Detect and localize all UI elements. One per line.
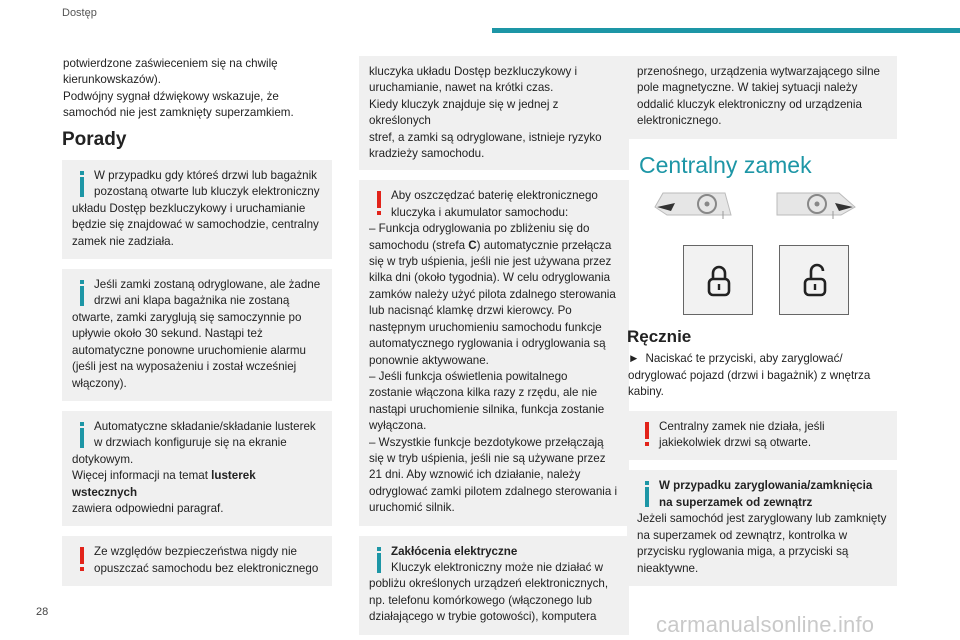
unlock-button[interactable] bbox=[779, 245, 849, 315]
text-line: zamków należy użyć pilota zdalnego sterowania bbox=[369, 287, 616, 301]
link-mirrors: lusterek wstecznych bbox=[72, 469, 256, 499]
info-box-interference-continued bbox=[627, 56, 897, 139]
warning-box-battery bbox=[359, 180, 629, 525]
text-line: kierunkowskazów). bbox=[63, 73, 161, 87]
text-line: przenośnego, urządzenia wytwarzającego silne bbox=[637, 65, 880, 78]
text-line: odryglować zamki pilotem zdalnego sterowania i bbox=[369, 484, 618, 498]
text-line: Jeśli zamki zostaną odryglowane, ale żadne bbox=[94, 278, 321, 292]
warning-icon bbox=[76, 547, 94, 577]
text-line: jakiekolwiek drzwi są otwarte. bbox=[659, 436, 812, 450]
section-title: Dostęp bbox=[62, 7, 97, 19]
lock-closed-icon bbox=[684, 246, 754, 316]
warning-icon bbox=[373, 191, 391, 221]
text-line: Centralny zamek nie działa, jeśli bbox=[659, 419, 825, 433]
text-line: elektronicznego. bbox=[637, 114, 722, 128]
arrow-icon: ► bbox=[628, 352, 640, 366]
text-line: kradzieży samochodu. bbox=[369, 147, 485, 161]
text-line: odryglować pojazd (drzwi i bagażnik) z wnętrza bbox=[628, 368, 871, 382]
text-block: otwarte, zamki zaryglują się samoczynnie po upływie około 30 sekund. Nastąpi też automatyczne ponowne uruchomienie alarmu (jeśli jest na wyposażeniu i został wcześniej włączony). bbox=[72, 310, 306, 390]
text-line: oddalić kluczyk elektroniczny od urządzenia bbox=[637, 97, 862, 111]
column-1 bbox=[62, 56, 332, 596]
warning-icon bbox=[641, 422, 659, 452]
text-line: Ze względów bezpieczeństwa nigdy nie bbox=[94, 545, 298, 559]
text-line: nieaktywne. bbox=[637, 561, 699, 575]
text-line: pole magnetyczne. W takiej sytuacji należy bbox=[637, 81, 858, 95]
info-icon bbox=[641, 481, 659, 511]
text-line: kluczyka układu Dostęp bezkluczykowy i bbox=[369, 65, 578, 78]
warning-box-key bbox=[62, 536, 332, 586]
intro-paragraph bbox=[62, 56, 332, 122]
text-fragment: Naciskać te przyciski, aby zaryglować/ bbox=[645, 352, 843, 366]
info-icon bbox=[76, 171, 94, 201]
info-box-autolock bbox=[62, 269, 332, 401]
text-fragment: ) automatycznie przełącza bbox=[476, 238, 612, 252]
text-line: W przypadku gdy któreś drzwi lub bagażnik bbox=[94, 169, 317, 183]
text-line: – Funkcja odryglowania po zbliżeniu się do bbox=[369, 222, 590, 236]
text-line: w drzwiach konfiguruje się na ekranie bbox=[94, 436, 287, 450]
warning-box-key-continued bbox=[359, 56, 629, 170]
text-line: Automatyczne składanie/składanie lusterek bbox=[94, 419, 316, 433]
text-line: automatycznego ryglowania i odryglowania są bbox=[369, 337, 606, 351]
text-line: pobliżu określonych urządzeń elektronicznych, bbox=[369, 577, 609, 591]
text-line: działającego w trybie gotowości), komputera bbox=[369, 610, 597, 624]
text-line: Podwójny sygnał dźwiękowy wskazuje, że bbox=[63, 89, 279, 103]
text-fragment: samochodu (strefa bbox=[369, 238, 469, 252]
text-line: Jeżeli samochód jest zaryglowany lub zamknięty bbox=[637, 512, 887, 526]
text-line: Kluczyk elektroniczny może nie działać w bbox=[391, 560, 603, 574]
text-line: zawiera odpowiedni paragraf. bbox=[72, 501, 224, 515]
manual-instruction bbox=[627, 351, 897, 400]
column-2 bbox=[359, 56, 629, 640]
text-line: kilka dni (około tygodnia). W celu odryglowania bbox=[369, 271, 611, 285]
text-line: drzwi ani klapa bagażnika nie zostaną bbox=[94, 294, 290, 308]
heading-central-lock: Centralny zamek bbox=[639, 151, 812, 178]
page-number: 28 bbox=[36, 606, 49, 618]
text-line: np. telefonu komórkowego (włączonego lub bbox=[369, 593, 592, 607]
text-line: 21 dni. Aby wznowić ich działanie, należy bbox=[369, 468, 581, 482]
text-line: dotykowym. bbox=[72, 452, 134, 466]
text-line: – Wszystkie funkcje bezdotykowe przełączają bbox=[369, 435, 604, 449]
text-line: na superzamek od zewnątrz, kontrolka w bbox=[637, 528, 848, 542]
text-line: kabiny. bbox=[628, 385, 664, 399]
lock-button[interactable] bbox=[683, 245, 753, 315]
lock-open-icon bbox=[780, 246, 850, 316]
central-lock-illustration bbox=[627, 189, 897, 319]
warning-box-doors-open bbox=[627, 411, 897, 461]
text-line: Kiedy kluczyk znajduje się w jednej z określonych bbox=[369, 97, 559, 128]
text-line: wyłączona. bbox=[369, 419, 427, 433]
info-icon bbox=[76, 422, 94, 452]
text-line: pozostaną otwarte lub kluczyk elektroniczny bbox=[94, 185, 320, 199]
text-line: się w tryb uśpienia, jeśli nie są używane przez bbox=[369, 451, 606, 465]
text-line: uruchomić silnik. bbox=[369, 501, 455, 515]
text-line: nastąpi uruchomienie silnika, funkcja zostanie bbox=[369, 402, 605, 416]
text-line: stref, a zamki są odryglowane, istnieje ryzyko bbox=[369, 130, 602, 144]
text-line: ponownie aktywowane. bbox=[369, 353, 489, 367]
text-line: uruchamianie, nawet na krótki czas. bbox=[369, 81, 554, 95]
column-3 bbox=[627, 56, 897, 596]
text-line: lub nacisnąć klamkę drzwi kierowcy. Po bbox=[369, 304, 572, 318]
box-title: na superzamek od zewnątrz bbox=[659, 495, 813, 509]
text-line: Aby oszczędzać baterię elektronicznego bbox=[391, 189, 598, 203]
info-icon bbox=[373, 547, 391, 577]
text-line: kluczyka i akumulator samochodu: bbox=[391, 205, 569, 219]
text-block: układu Dostęp bezkluczykowy i uruchamianie będzie się znajdować w samochodzie, centralny zamek nie zadziała. bbox=[72, 201, 319, 248]
info-box-interference bbox=[359, 536, 629, 635]
text-line: przycisku ryglowania miga, a przyciski są bbox=[637, 545, 849, 559]
text-line: się w tryb uśpienia, jeśli nie jest używana przez bbox=[369, 255, 612, 269]
info-box-mirrors bbox=[62, 411, 332, 526]
info-box-external-lock bbox=[627, 470, 897, 585]
text-line: opuszczać samochodu bez elektronicznego bbox=[94, 561, 319, 575]
text-line: potwierdzone zaświeceniem się na chwilę bbox=[63, 57, 278, 70]
text-line: samochód nie jest zamknięty superzamkiem. bbox=[63, 106, 294, 120]
text-line: zostanie włączona kilka razy z rzędu, ale nie bbox=[369, 386, 598, 400]
text-line: następnym uruchomieniu samochodu funkcje bbox=[369, 320, 602, 334]
heading-porady: Porady bbox=[62, 128, 127, 150]
box-title: W przypadku zaryglowania/zamknięcia bbox=[659, 479, 873, 493]
info-box-doors bbox=[62, 160, 332, 259]
text-fragment: Więcej informacji na temat bbox=[72, 469, 212, 483]
header-accent-bar bbox=[492, 28, 960, 33]
zone-label: C bbox=[468, 238, 477, 252]
door-buttons-illustration bbox=[627, 189, 897, 319]
box-title: Zakłócenia elektryczne bbox=[391, 544, 518, 558]
info-icon bbox=[76, 280, 94, 310]
heading-manual: Ręcznie bbox=[627, 327, 692, 347]
text-line: – Jeśli funkcja oświetlenia powitalnego bbox=[369, 369, 568, 383]
watermark: carmanualsonline.info bbox=[656, 612, 875, 637]
